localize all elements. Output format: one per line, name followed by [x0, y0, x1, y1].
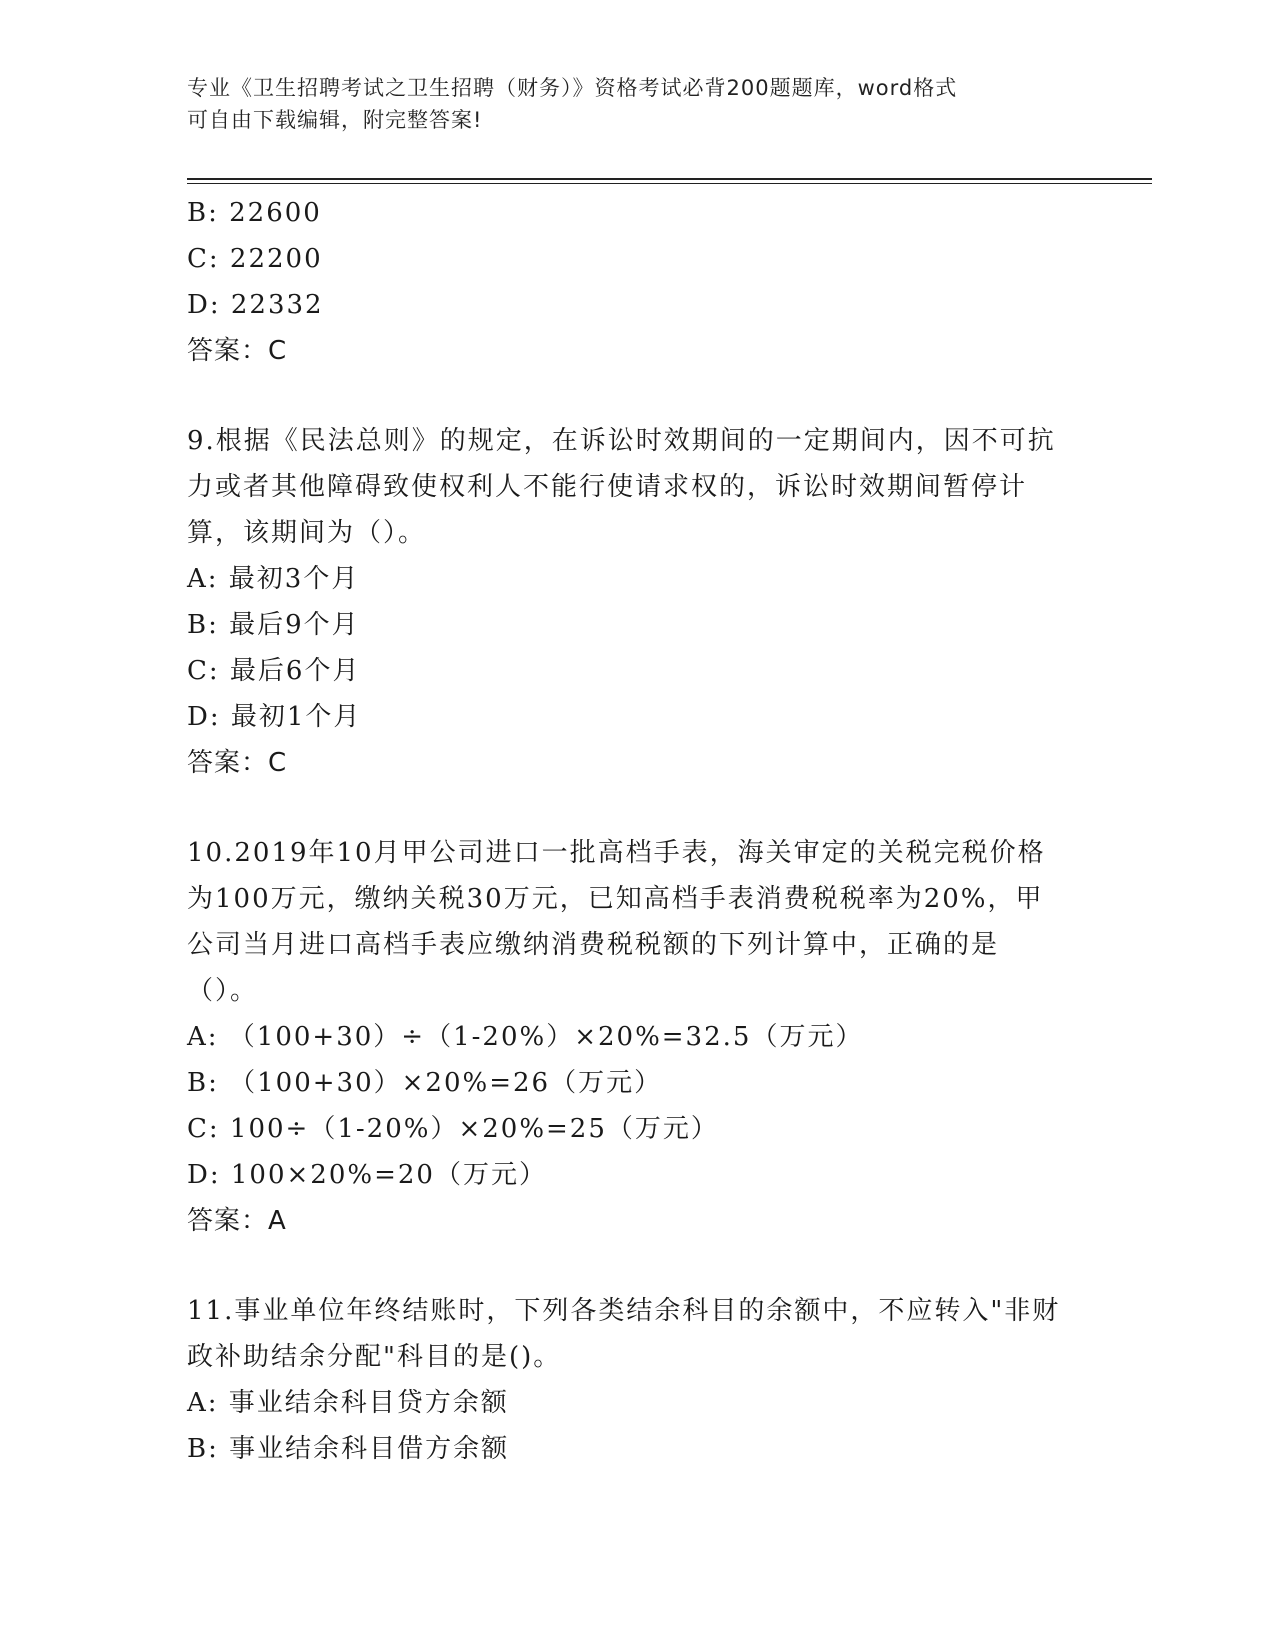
question-10-option-b: B: （100+30）×20%=26（万元）	[187, 1068, 663, 1098]
question-9-option-d: D: 最初1个月	[187, 702, 362, 732]
question-10-option-a: A: （100+30）÷（1-20%）×20%=32.5（万元）	[187, 1022, 864, 1052]
question-11-option-b: B: 事业结余科目借方余额	[187, 1434, 510, 1464]
question-8-option-b: B: 22600	[187, 198, 322, 228]
question-9-option-a: A: 最初3个月	[187, 564, 360, 594]
question-11-stem: 11.事业单位年终结账时，下列各类结余科目的余额中，不应转入"非财政补助结余分配"科目的是()。	[187, 1296, 1061, 1372]
question-8	[187, 190, 1067, 374]
question-10-stem: 10.2019年10月甲公司进口一批高档手表，海关审定的关税完税价格为100万元，缴纳关税30万元，已知高档手表消费税税率为20%，甲公司当月进口高档手表应缴纳消费税税额的下列计算中，正确的是（）。	[187, 838, 1046, 1006]
question-9	[187, 418, 1067, 786]
question-11	[187, 1288, 1067, 1472]
page-header	[187, 72, 1067, 136]
question-11-option-a: A: 事业结余科目贷方余额	[187, 1388, 509, 1418]
header-rule-thin	[187, 183, 1152, 184]
question-8-option-d: D: 22332	[187, 290, 324, 320]
question-9-option-c: C: 最后6个月	[187, 656, 361, 686]
question-10-option-c: C: 100÷（1-20%）×20%=25（万元）	[187, 1114, 719, 1144]
question-10-option-d: D: 100×20%=20（万元）	[187, 1160, 547, 1190]
header-rule-thick	[187, 178, 1152, 180]
question-9-answer: 答案：C	[187, 748, 288, 778]
question-8-option-c: C: 22200	[187, 244, 323, 274]
header-line-1: 专业《卫生招聘考试之卫生招聘（财务）》资格考试必背200题题库，word格式	[187, 76, 958, 100]
header-line-2: 可自由下载编辑，附完整答案!	[187, 108, 483, 132]
question-list	[187, 190, 1067, 1472]
question-9-option-b: B: 最后9个月	[187, 610, 360, 640]
question-10	[187, 830, 1067, 1244]
question-9-stem: 9.根据《民法总则》的规定，在诉讼时效期间的一定期间内，因不可抗力或者其他障碍致使权利人不能行使请求权的，诉讼时效期间暂停计算，该期间为（）。	[187, 426, 1056, 548]
question-8-answer: 答案：C	[187, 336, 288, 366]
question-10-answer: 答案：A	[187, 1206, 287, 1236]
